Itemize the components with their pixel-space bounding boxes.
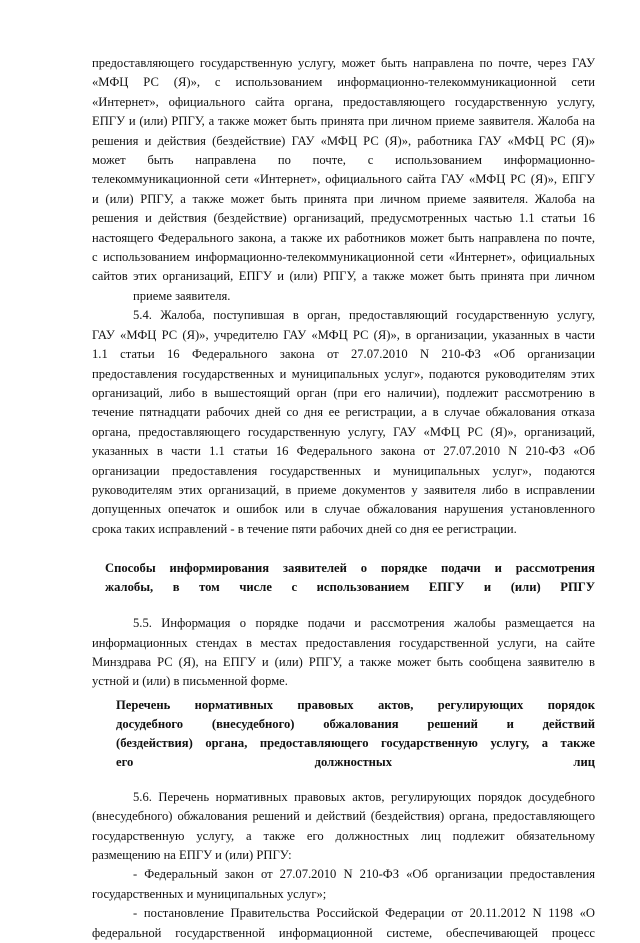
- text-line: информационных стендах в местах предоставления государственной услуги, на сайте: [92, 635, 595, 650]
- text-line: предоставления государственных и муниципальных услуг», подаются руководителям этих: [92, 366, 595, 381]
- text-line: решения и действия (бездействие) ГАУ «МФЦ РС (Я)», работника ГАУ «МФЦ РС (Я)»: [92, 133, 595, 148]
- text-line: органа, предоставляющего государственную услугу, ГАУ «МФЦ РС (Я)», организаций,: [92, 424, 595, 439]
- document-page: [92, 54, 595, 943]
- text-line: организаций, либо в вышестоящий орган (при его наличии), подлежит рассмотрению в: [92, 385, 595, 400]
- heading-line: досудебного (внесудебного) обжалования решений и действий: [116, 716, 595, 731]
- text-line: (внесудебного) обжалования решений и действий (бездействия) органа, предоставляющего: [92, 809, 595, 824]
- text-line: с использованием информационно-телекоммуникационной сети «Интернет», официальных: [92, 250, 595, 265]
- text-line: устной и (или) в письменной форме.: [92, 674, 288, 689]
- text-line: приеме заявителя.: [133, 288, 231, 303]
- paragraph-complaint-submission: [92, 54, 595, 306]
- text-line: указанных в части 1.1 статьи 16 Федерального закона от 27.07.2010 N 210-ФЗ «Об: [92, 444, 595, 459]
- text-line: и (или) РПГУ, а также может быть принята при личном приеме заявителя. Жалоба на: [92, 191, 595, 206]
- text-line: телекоммуникационной сети «Интернет», официального сайта ГАУ «МФЦ РС (Я)», ЕПГУ: [92, 172, 595, 187]
- text-line: Минздрава РС (Я), на ЕПГУ и (или) РПГУ, а также может быть сообщена заявителю в: [92, 654, 595, 669]
- text-line: 5.6. Перечень нормативных правовых актов, регулирующих порядок досудебного: [133, 789, 595, 804]
- heading-line: его должностных лиц: [116, 754, 595, 769]
- text-line: государственную услугу, а также его должностных лиц подлежит обязательному: [92, 828, 595, 843]
- heading-line: Способы информирования заявителей о порядке подачи и рассмотрения: [105, 561, 595, 576]
- paragraph-5-5: [92, 614, 595, 692]
- list-item-government-decree: [92, 904, 595, 943]
- heading-line: (бездействия) органа, предоставляющего государственную услугу, а также: [116, 735, 595, 750]
- text-line: настоящего Федерального закона, а также их работников может быть направлена по почте,: [92, 230, 595, 245]
- text-line: ЕПГУ и (или) РПГУ, а также может быть принята при личном приеме заявителя. Жалоба на: [92, 114, 595, 129]
- text-line: допущенных опечаток и ошибок или в случае обжалования нарушения установленного: [92, 502, 595, 517]
- text-line: срока таких исправлений - в течение пяти рабочих дней со дня ее регистрации.: [92, 521, 517, 536]
- text-line: «Интернет», официального сайта органа, предоставляющего государственную услугу,: [92, 94, 595, 109]
- text-line: организации предоставления государственных и муниципальных услуг», подаются: [92, 463, 595, 478]
- text-line: размещению на ЕПГУ и (или) РПГУ:: [92, 848, 292, 862]
- text-line: сайтов этих организаций, ЕПГУ и (или) РПГУ, а также может быть принята при личном: [92, 269, 595, 284]
- section-heading-informing: [92, 559, 595, 597]
- paragraph-5-6: [92, 788, 595, 866]
- text-line: предоставляющего государственную услугу, может быть направлена по почте, через ГАУ: [92, 56, 595, 70]
- text-line: федеральной государственной информационной системе, обеспечивающей процесс: [92, 925, 595, 940]
- section-heading-legal-acts: [92, 696, 595, 772]
- text-line: решения и действия (бездействие) организаций, предусмотренных частью 1.1 статьи 16: [92, 211, 595, 226]
- text-line: «МФЦ РС (Я)», с использованием информационно-телекоммуникационной сети: [92, 75, 595, 90]
- text-line: 5.5. Информация о порядке подачи и рассмотрения жалобы размещается на: [133, 616, 595, 631]
- text-line: 1.1 статьи 16 Федерального закона от 27.07.2010 N 210-ФЗ «Об организации: [92, 347, 595, 362]
- text-line: ГАУ «МФЦ РС (Я)», учредителю ГАУ «МФЦ РС (Я)», в организации, указанных в части: [92, 327, 595, 342]
- text-line: - Федеральный закон от 27.07.2010 N 210-ФЗ «Об организации предоставления: [133, 867, 595, 882]
- text-line: 5.4. Жалоба, поступившая в орган, предоставляющий государственную услугу,: [133, 308, 595, 323]
- list-item-federal-law: [92, 865, 595, 904]
- text-line: течение пятнадцати рабочих дней со дня ее регистрации, а в случае обжалования отказа: [92, 405, 595, 420]
- text-line: может быть направлена по почте, с использованием информационно-: [92, 153, 595, 168]
- text-line: государственных и муниципальных услуг»;: [92, 886, 327, 901]
- heading-line: жалобы, в том числе с использованием ЕПГУ и (или) РПГУ: [105, 580, 595, 595]
- text-line: руководителям этих организаций, в приеме документов у заявителя либо в исправлении: [92, 482, 595, 497]
- heading-line: Перечень нормативных правовых актов, регулирующих порядок: [116, 697, 595, 712]
- paragraph-5-4: [92, 306, 595, 539]
- text-line: - постановление Правительства Российской Федерации от 20.11.2012 N 1198 «О: [133, 906, 595, 921]
